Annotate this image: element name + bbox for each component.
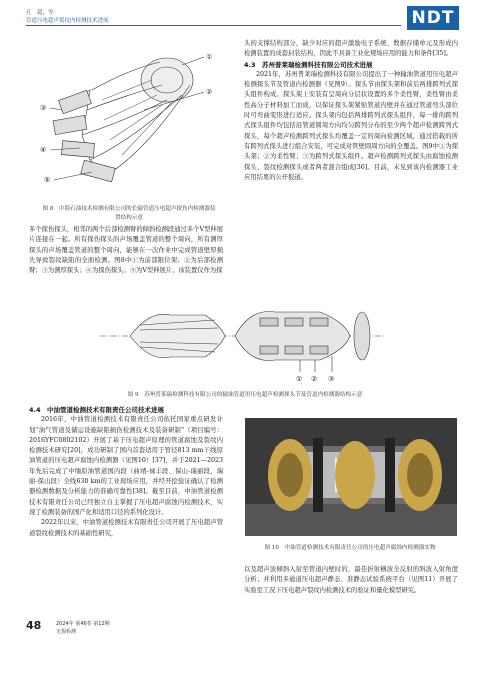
figure-8-callout-4: ④: [40, 146, 47, 154]
figure-10-caption: 图 10 中油管道检测技术有限责任公司的压电超声腐蚀内检测器实物: [264, 545, 436, 551]
footer-issue: 2024年 第46卷 第12期: [56, 621, 110, 627]
body-paragraph: 2021年，苏州普莱瑞检测科技有限公司提出了一种输油管道用压电超声检测探头节及管道内检测器（见图9）。探头节由探头架和前后两排跨列式探头组件构成。探头架上安装有呈周向分层状设置的多个柔性臂，柔性臂由柔性高分子材料加工而成，以保证探头架紧贴管道内壁并在通过管道弯头部位时可弯曲变形进行适应。探头架内包括两排跨列式探头组件，每一排的跨列式探头组件均包括沿管道圆周方向均匀跨列分布的至少两个超声检测跨列式探头，每个超声检测跨列式探头均覆盖一定的周向检测区域，通过搭载的所有跨列式探头进行组合安装，可完成对管壁圆周方向的全覆盖。图9中①为探头架；②为柔性臂；③为跨列式探头组件。超声检测跨列式探头由腐蚀检测探头、裂纹检测探头或者两者混合组成[36]。目前，未见到该内检测器工业应用结果的公开报道。: [244, 70, 458, 181]
figure-8-caption: 图 8 中海石油技术检测有限公司的长输管道压电超声探伤内检测器装置结构示意: [42, 206, 216, 221]
running-header-title: 管道压电超声裂纹内检测技术进展: [26, 18, 109, 24]
right-column-top: [244, 39, 458, 183]
section-heading-4-3: 4.3 苏州普莱瑞检测科技有限公司技术进展: [244, 60, 373, 69]
figure-9-callout-3: ③: [328, 375, 335, 383]
figure-8-callout-1: ①: [206, 53, 213, 61]
left-column-bottom: [29, 405, 223, 539]
body-paragraph: 以及超声波倾斜入射至管道内壁时的，最佳折射横波全反射的斜波入射角度分析；并利用多通道压电超声静态、准静态试验系统平台（见图11）开展了实验室工况下压电超声裂纹内检测技术的验证和量化模型研究。: [244, 566, 458, 594]
body-paragraph: 2022年以来，中油管道检测技术有限责任公司开展了压电超声管道裂纹检测技术的基础性研究，: [29, 519, 223, 537]
figure-9-illustration: [100, 300, 385, 385]
figure-8-illustration: [32, 40, 222, 198]
figure-9-callout-2: ②: [311, 375, 318, 383]
page-number: 48: [26, 619, 42, 632]
figure-9-caption: 图 9 苏州普莱瑞检测科技有限公司的输油管道用压电超声检测探头节及管道内检测器结构示意: [127, 392, 363, 398]
figure-10-photo: [245, 418, 457, 536]
footer-journal: 无损检测: [56, 629, 77, 635]
figure-8-callout-3: ③: [40, 104, 47, 112]
body-paragraph: 2016年，中油管道检测技术有限责任公司依托国家重点研发计划“油气管道及储运设施缺陷损伤检测技术及装备研制”（项目编号：2016YFC0802102）开展了基于压电超声原理的管道腐蚀及裂纹内检测技术研究[20]，成功研制了国内首套适用于管径813 mm干线原油管道的压电超声腐蚀内检测器（见图10）[37]，并于2021—2023年先后完成了中缅原油管道国内段（曲靖-禄丰段、保山-瑞丽段、瑞丽-保山段）全线630 km的工业现场应用，并经开挖验证确认了检测器检测数据及分析能力的准确可靠性[38]。截至目前，中油管道检测技术有限责任公司已经独立自主掌握了压电超声腐蚀内检测技术，实现了检测装备的国产化和适用口径的系列化设计。: [29, 416, 223, 516]
figure-8-callout-5: ⑤: [44, 176, 51, 184]
figure-8-callout-2: ②: [206, 88, 213, 96]
journal-logo: NDT: [407, 6, 459, 30]
figure-9-callout-1: ①: [296, 375, 303, 383]
body-paragraph: 头的支撑结构部分，缺少对应的超声激励电子系统、数据存储单元及形成内检测装置的成套封装结构，因此不具备工业化规场应用的能力和条件[35]。: [244, 40, 458, 58]
running-header-authors: 孔 超，等：: [26, 10, 60, 16]
body-paragraph: 多个探伤探头，相邻的两个后部检测臂的倾斜检测段通过多个V型伸展片连接在一起。所有探伤探头的声场覆盖管道的整个周向，所有测厚探头的声场覆盖管道的整个周向，能够在一次作业中完成管道壁厚损失导致裂纹缺陷的全面检测。图8中①为前部限位架；②为后部检测臂；③为测厚探头；④为探伤探头；⑤为V型伸展片。该装置仅作为探: [29, 226, 223, 275]
header-rule: [26, 25, 401, 26]
right-column-bottom: [244, 565, 458, 596]
left-column-top: [29, 225, 223, 276]
section-heading-4-4: 4.4 中油管道检测技术有限责任公司技术进展: [29, 406, 165, 414]
